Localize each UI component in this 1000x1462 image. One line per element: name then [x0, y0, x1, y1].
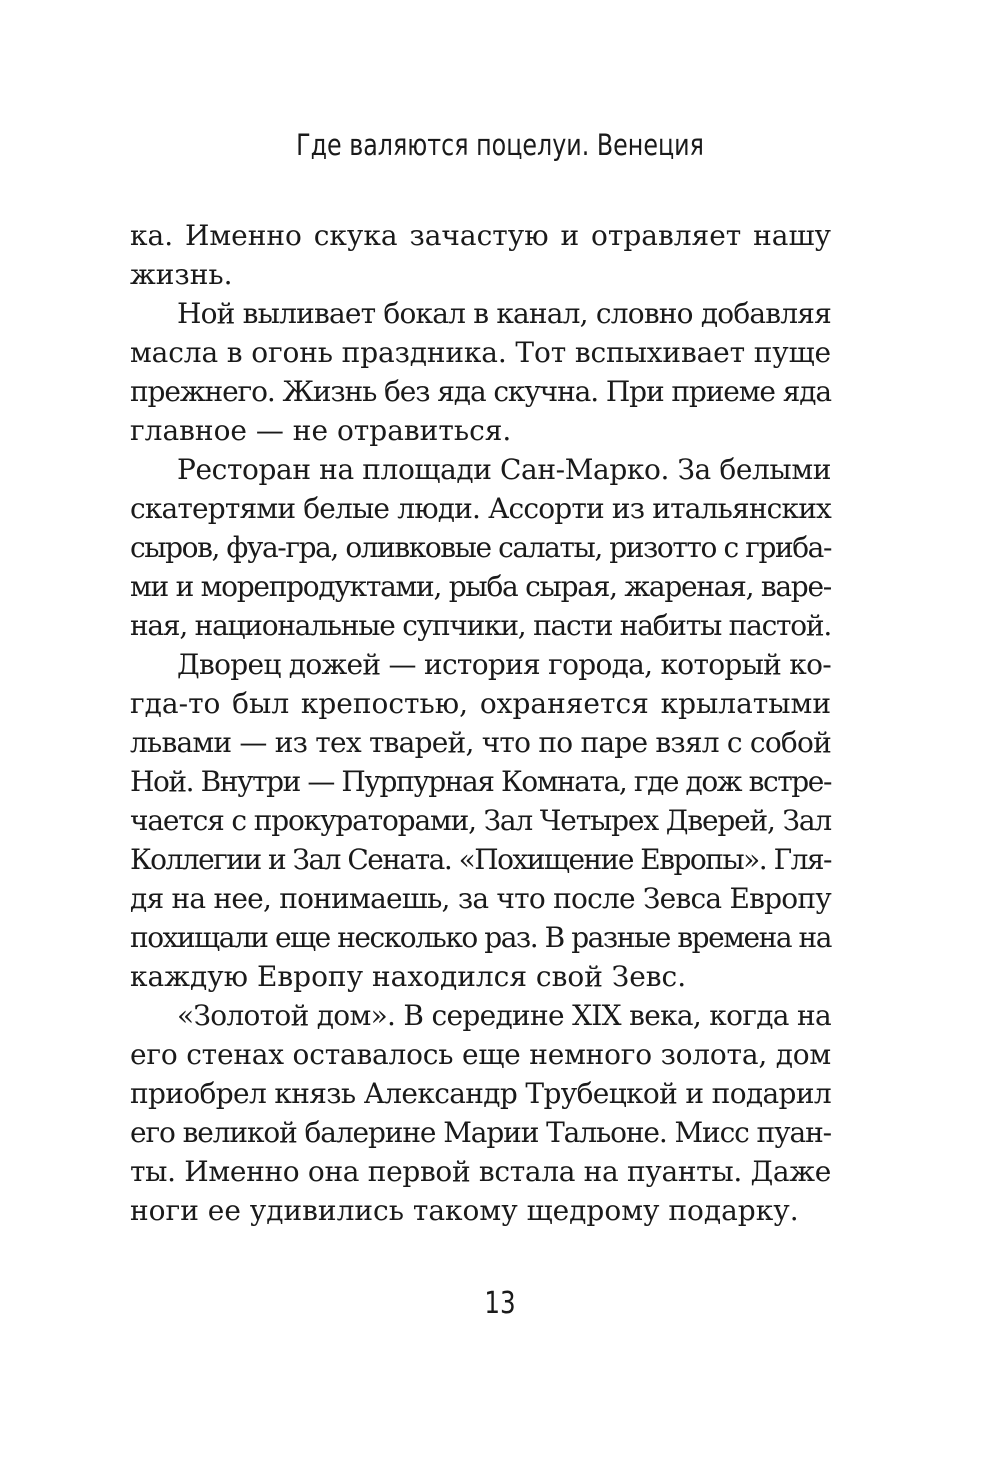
text-line: Дворец дожей — история города, который ко-: [177, 648, 831, 681]
text-line: Ной. Внутри — Пурпурная Комната, где дож встре-: [130, 765, 831, 798]
text-line: «Золотой дом». В середине XIX века, когда на: [177, 999, 831, 1032]
running-header: Где валяются поцелуи. Венеция: [296, 128, 704, 162]
text-line: его стенах оставалось еще немного золота, дом: [130, 1038, 831, 1071]
text-line: ты. Именно она первой встала на пуанты. Даже: [130, 1155, 831, 1188]
text-line: скатертями белые люди. Ассорти из итальянских: [130, 492, 831, 525]
text-line: львами — из тех тварей, что по паре взял с собой: [130, 726, 831, 759]
text-line: каждую Европу находился свой Зевс.: [130, 960, 687, 993]
text-line: Ной выливает бокал в канал, словно добавляя: [177, 297, 832, 330]
text-line: ми и морепродуктами, рыба сырая, жареная, варе-: [130, 570, 831, 603]
text-line: главное — не отравиться.: [130, 414, 512, 447]
text-line: похищали еще несколько раз. В разные времена на: [130, 921, 831, 954]
text-line: жизнь.: [130, 258, 233, 291]
text-line: Ресторан на площади Сан-Марко. За белыми: [177, 453, 832, 486]
text-line: Коллегии и Зал Сената. «Похищение Европы». Гля-: [130, 843, 832, 876]
text-line: прежнего. Жизнь без яда скучна. При приеме яда: [130, 375, 831, 408]
page-number: 13: [484, 1286, 516, 1321]
text-line: ка. Именно скука зачастую и отравляет нашу: [130, 219, 831, 252]
body-text: [130, 216, 831, 1230]
text-line: сыров, фуа-гра, оливковые салаты, ризотто с гриба-: [130, 531, 831, 564]
text-line: приобрел князь Александр Трубецкой и подарил: [130, 1077, 831, 1110]
text-line: дя на нее, понимаешь, за что после Зевса Европу: [130, 882, 831, 915]
text-line: ноги ее удивились такому щедрому подарку.: [130, 1194, 799, 1227]
text-line: гда-то был крепостью, охраняется крылатыми: [130, 687, 831, 720]
text-line: его великой балерине Марии Тальоне. Мисс пуан-: [130, 1116, 831, 1149]
text-line: масла в огонь праздника. Тот вспыхивает пуще: [130, 336, 831, 369]
text-line: ная, национальные супчики, пасти набиты пастой.: [130, 609, 831, 642]
text-line: чается с прокураторами, Зал Четырех Дверей, Зал: [130, 804, 831, 837]
